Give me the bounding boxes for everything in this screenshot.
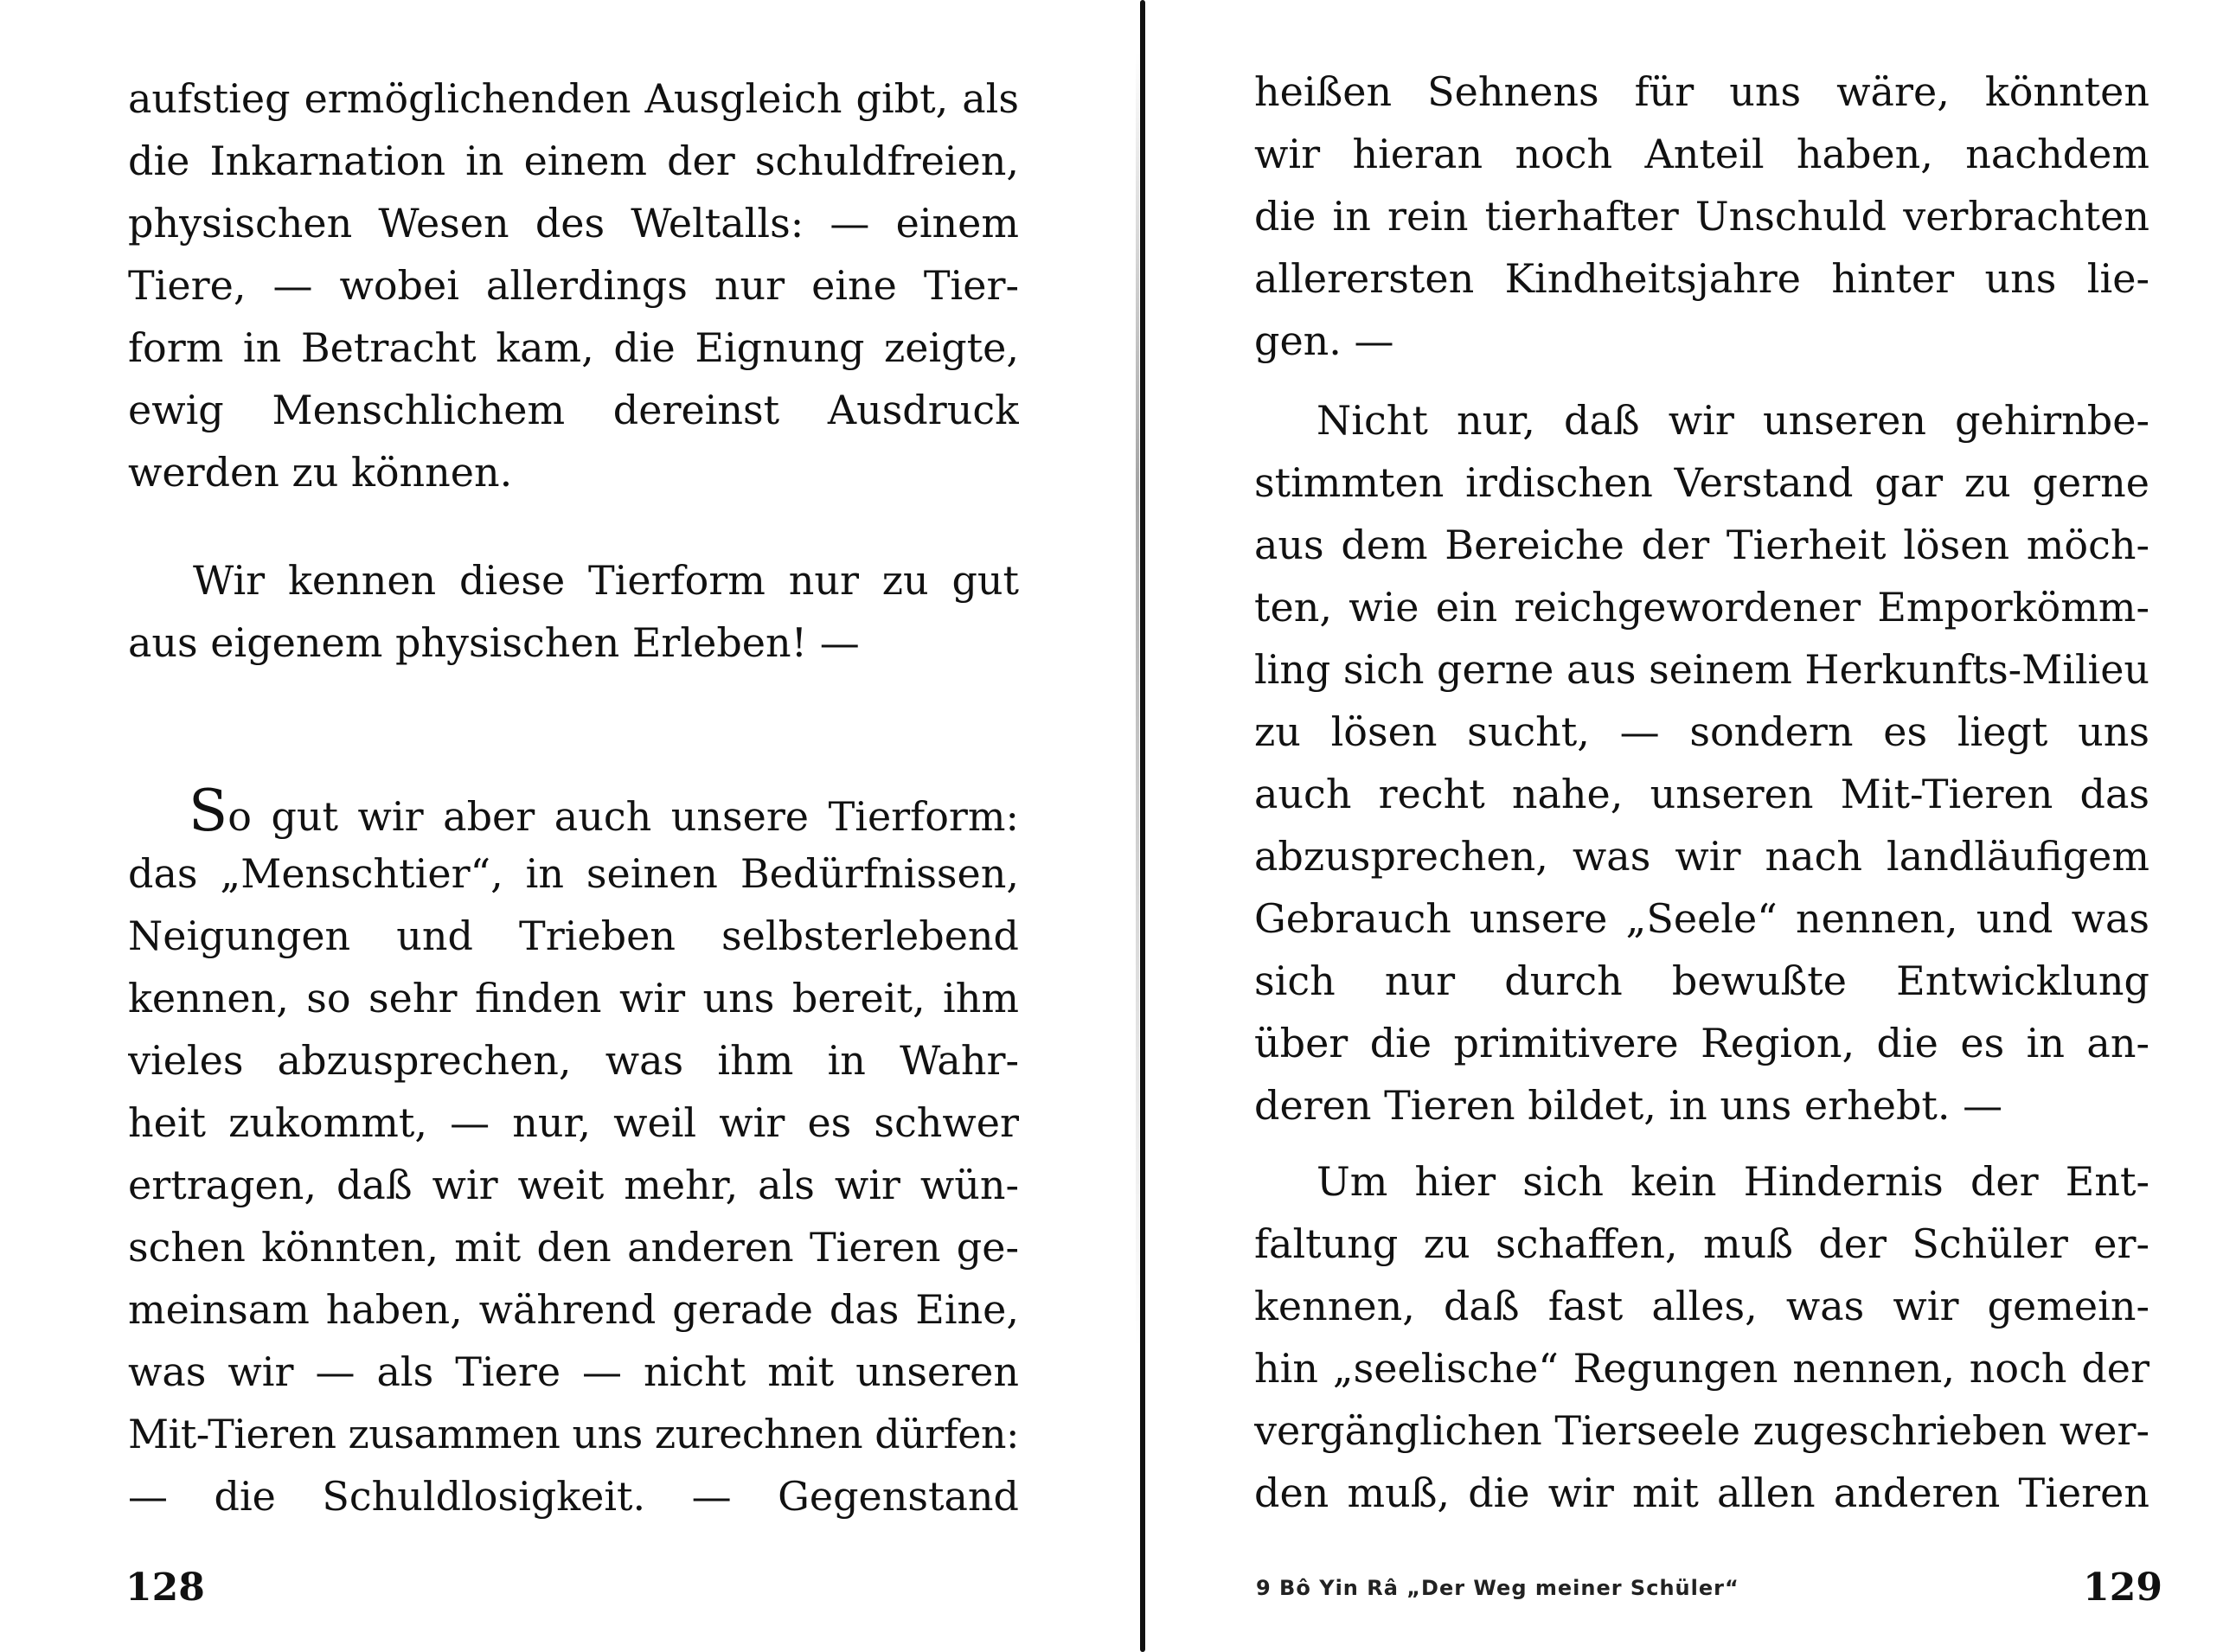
text-line: vieles abzusprechen, was ihm in Wahr- bbox=[128, 1037, 1019, 1084]
left-paragraph-2 bbox=[128, 549, 1019, 674]
book-gutter bbox=[1133, 0, 1150, 1652]
text-line: abzusprechen, was wir nach landläufigem bbox=[1254, 833, 2149, 880]
page-number-left: 128 bbox=[125, 1566, 205, 1610]
gutter-shadow bbox=[1136, 52, 1139, 1349]
text-line: zu lösen sucht, — sondern es liegt uns bbox=[1254, 708, 2149, 755]
text-line: deren Tieren bildet, in uns erhebt. — bbox=[1254, 1082, 2003, 1129]
text-line: meinsam haben, während gerade das Eine, bbox=[128, 1286, 1019, 1333]
text-line: Neigungen und Trieben selbsterlebend bbox=[128, 912, 1019, 959]
text-line: Nicht nur, daß wir unseren gehirnbe- bbox=[1317, 397, 2149, 444]
text-line: aus eigenem physischen Erleben! — bbox=[128, 619, 860, 666]
left-paragraph-3 bbox=[128, 780, 1019, 1527]
text-line: ling sich gerne aus seinem Herkunfts-Milieu bbox=[1254, 646, 2149, 693]
page-number-right: 129 bbox=[2083, 1566, 2162, 1610]
text-line: aus dem Bereiche der Tierheit lösen möch- bbox=[1254, 522, 2149, 568]
text-line: wir hieran noch Anteil haben, nachdem bbox=[1254, 131, 2149, 177]
text-line: kennen, so sehr finden wir uns bereit, ihm bbox=[128, 975, 1019, 1021]
text-line: Um hier sich kein Hindernis der Ent- bbox=[1317, 1158, 2149, 1205]
text-line: sich nur durch bewußte Entwicklung bbox=[1254, 957, 2149, 1004]
right-paragraph-1 bbox=[1254, 61, 2149, 372]
text-line: vergänglichen Tierseele zugeschrieben wer- bbox=[1254, 1407, 2149, 1454]
text-line: über die primitivere Region, die es in an- bbox=[1254, 1020, 2149, 1066]
left-paragraph-1 bbox=[128, 67, 1019, 503]
text-line: stimmten irdischen Verstand gar zu gerne bbox=[1254, 459, 2149, 506]
text-line: Gebrauch unsere „Seele“ nennen, und was bbox=[1254, 895, 2149, 942]
text-line: physischen Wesen des Weltalls: — einem bbox=[128, 200, 1019, 247]
text-line: — die Schuldlosigkeit. — Gegenstand bbox=[128, 1473, 1019, 1520]
text-line: auch recht nahe, unseren Mit-Tieren das bbox=[1254, 771, 2149, 817]
text-line: ten, wie ein reichgewordener Emporkömm- bbox=[1254, 584, 2149, 631]
gutter-spine-line bbox=[1140, 0, 1145, 1652]
text-line: heit zukommt, — nur, weil wir es schwer bbox=[128, 1099, 1019, 1146]
first-line-rest: o gut wir aber auch unsere Tierform: bbox=[227, 793, 1019, 840]
text-line: form in Betracht kam, die Eignung zeigte, bbox=[128, 324, 1019, 371]
text-line: faltung zu schaffen, muß der Schüler er- bbox=[1254, 1220, 2149, 1267]
text-line: die in rein tierhafter Unschuld verbrachten bbox=[1254, 193, 2149, 240]
text-line: werden zu können. bbox=[128, 449, 513, 496]
text-line: die Inkarnation in einem der schuldfreien, bbox=[128, 138, 1019, 184]
right-paragraph-2 bbox=[1254, 389, 2149, 1137]
drop-cap: S bbox=[189, 780, 228, 842]
text-line: ewig Menschlichem dereinst Ausdruck bbox=[128, 387, 1019, 433]
text-line: aufstieg ermöglichenden Ausgleich gibt, als bbox=[128, 75, 1019, 122]
text-line: kennen, daß fast alles, was wir gemein- bbox=[1254, 1283, 2149, 1329]
text-line: ertragen, daß wir weit mehr, als wir wün- bbox=[128, 1162, 1019, 1208]
text-line-with-dropcap bbox=[128, 780, 1019, 842]
text-line: heißen Sehnens für uns wäre, könnten bbox=[1254, 68, 2149, 115]
text-line: gen. — bbox=[1254, 317, 1394, 364]
text-line: schen könnten, mit den anderen Tieren ge- bbox=[128, 1224, 1019, 1271]
text-line: Tiere, — wobei allerdings nur eine Tier- bbox=[128, 262, 1019, 309]
text-line: das „Menschtier“, in seinen Bedürfnissen, bbox=[128, 850, 1019, 897]
text-line: hin „seelische“ Regungen nennen, noch der bbox=[1254, 1345, 2149, 1392]
text-line: Wir kennen diese Tierform nur zu gut bbox=[193, 557, 1019, 604]
text-line: was wir — als Tiere — nicht mit unseren bbox=[128, 1348, 1019, 1395]
footer-signature: 9 Bô Yin Râ „Der Weg meiner Schüler“ bbox=[1256, 1576, 1739, 1600]
text-line: den muß, die wir mit allen anderen Tieren bbox=[1254, 1470, 2149, 1516]
text-line: allerersten Kindheitsjahre hinter uns lie- bbox=[1254, 255, 2149, 302]
right-paragraph-3 bbox=[1254, 1150, 2149, 1524]
text-line: Mit-Tieren zusammen uns zurechnen dürfen: bbox=[128, 1411, 1019, 1457]
